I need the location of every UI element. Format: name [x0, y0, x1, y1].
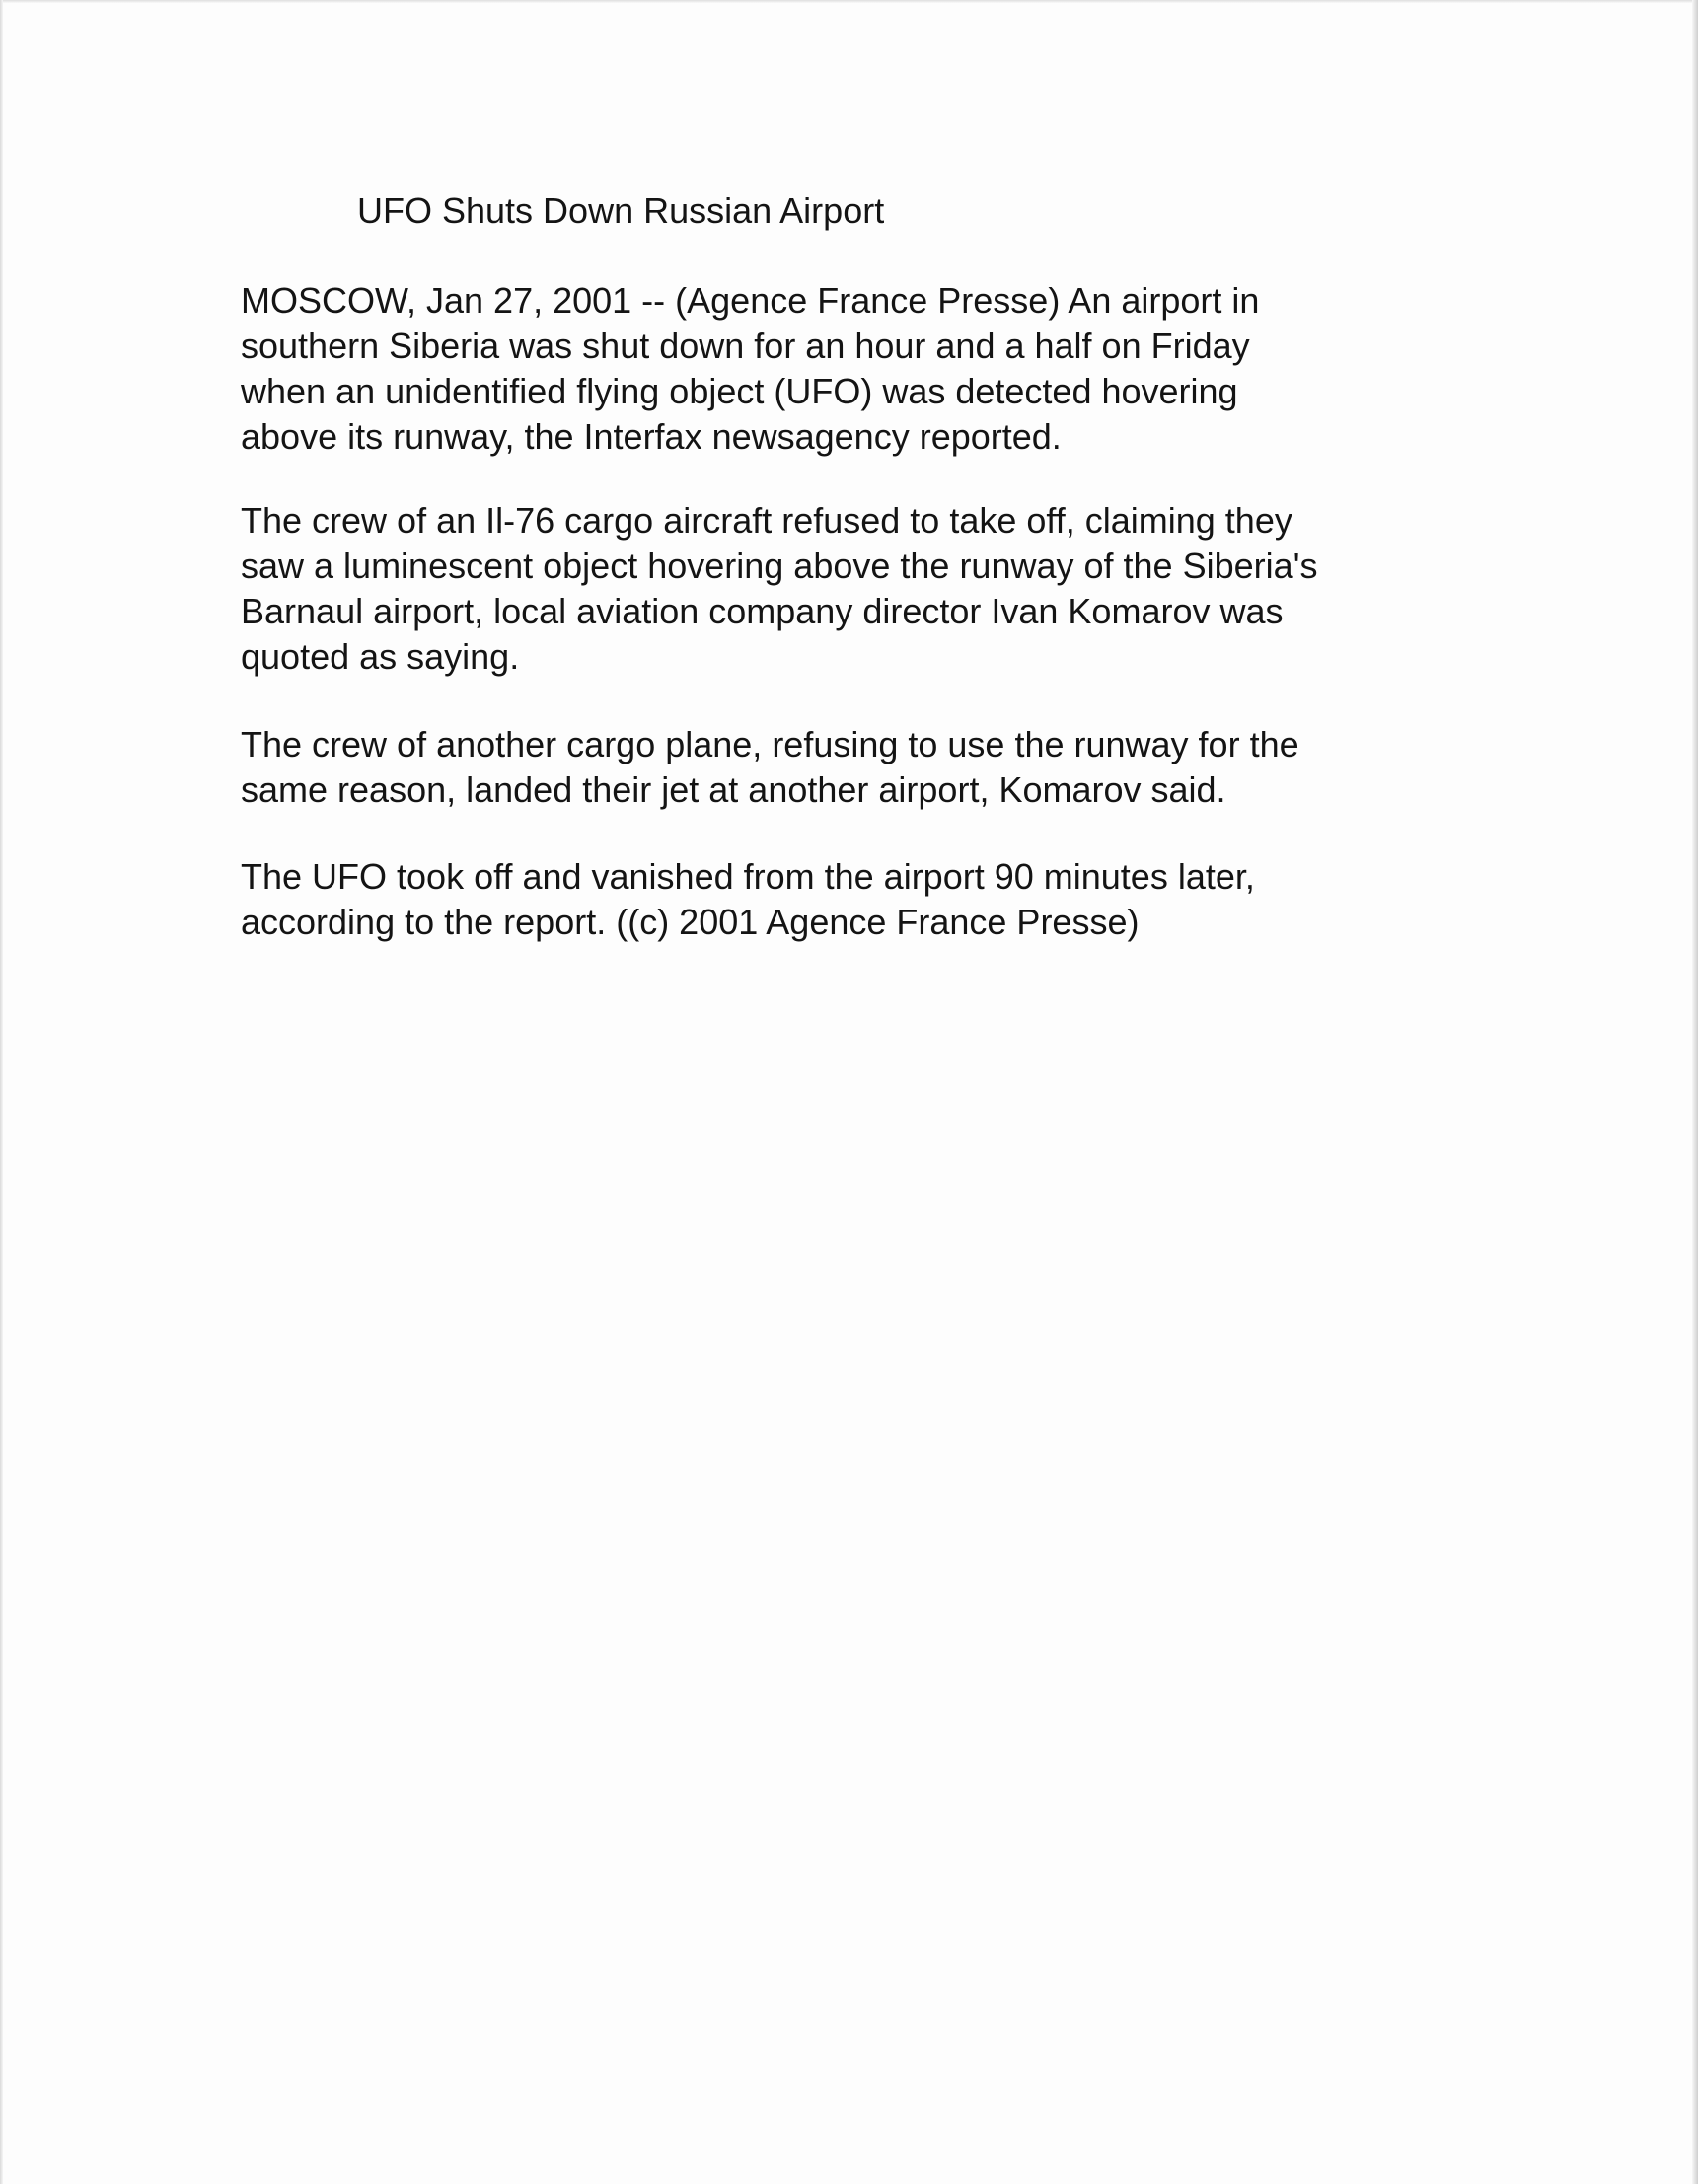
paragraph-1: [241, 278, 1523, 460]
paragraph-line: MOSCOW, Jan 27, 2001 -- (Agence France Presse) An airport in: [241, 280, 1260, 321]
paragraph-line: The crew of an Il-76 cargo aircraft refused to take off, claiming they: [241, 500, 1292, 541]
paragraph-line: same reason, landed their jet at another airport, Komarov said.: [241, 769, 1226, 810]
paragraph-line: saw a luminescent object hovering above the runway of the Siberia's: [241, 546, 1318, 586]
scan-edge-top: [0, 0, 1698, 3]
paragraph-4: [241, 854, 1523, 945]
paragraph-line: southern Siberia was shut down for an hour and a half on Friday: [241, 326, 1250, 366]
paragraph-line: The UFO took off and vanished from the airport 90 minutes later,: [241, 856, 1255, 897]
paragraph-line: Barnaul airport, local aviation company director Ivan Komarov was: [241, 591, 1284, 631]
paragraph-2: [241, 498, 1523, 680]
scan-edge-right: [1692, 0, 1698, 2184]
paragraph-line: above its runway, the Interfax newsagency reported.: [241, 416, 1062, 457]
document-title: UFO Shuts Down Russian Airport: [357, 190, 885, 231]
paragraph-3: [241, 722, 1523, 813]
scan-edge-left: [0, 0, 3, 2184]
paragraph-line: quoted as saying.: [241, 636, 520, 677]
paragraph-line: The crew of another cargo plane, refusing to use the runway for the: [241, 724, 1299, 764]
paragraph-line: when an unidentified flying object (UFO) was detected hovering: [241, 371, 1238, 411]
paragraph-line: according to the report. ((c) 2001 Agence France Presse): [241, 902, 1140, 942]
